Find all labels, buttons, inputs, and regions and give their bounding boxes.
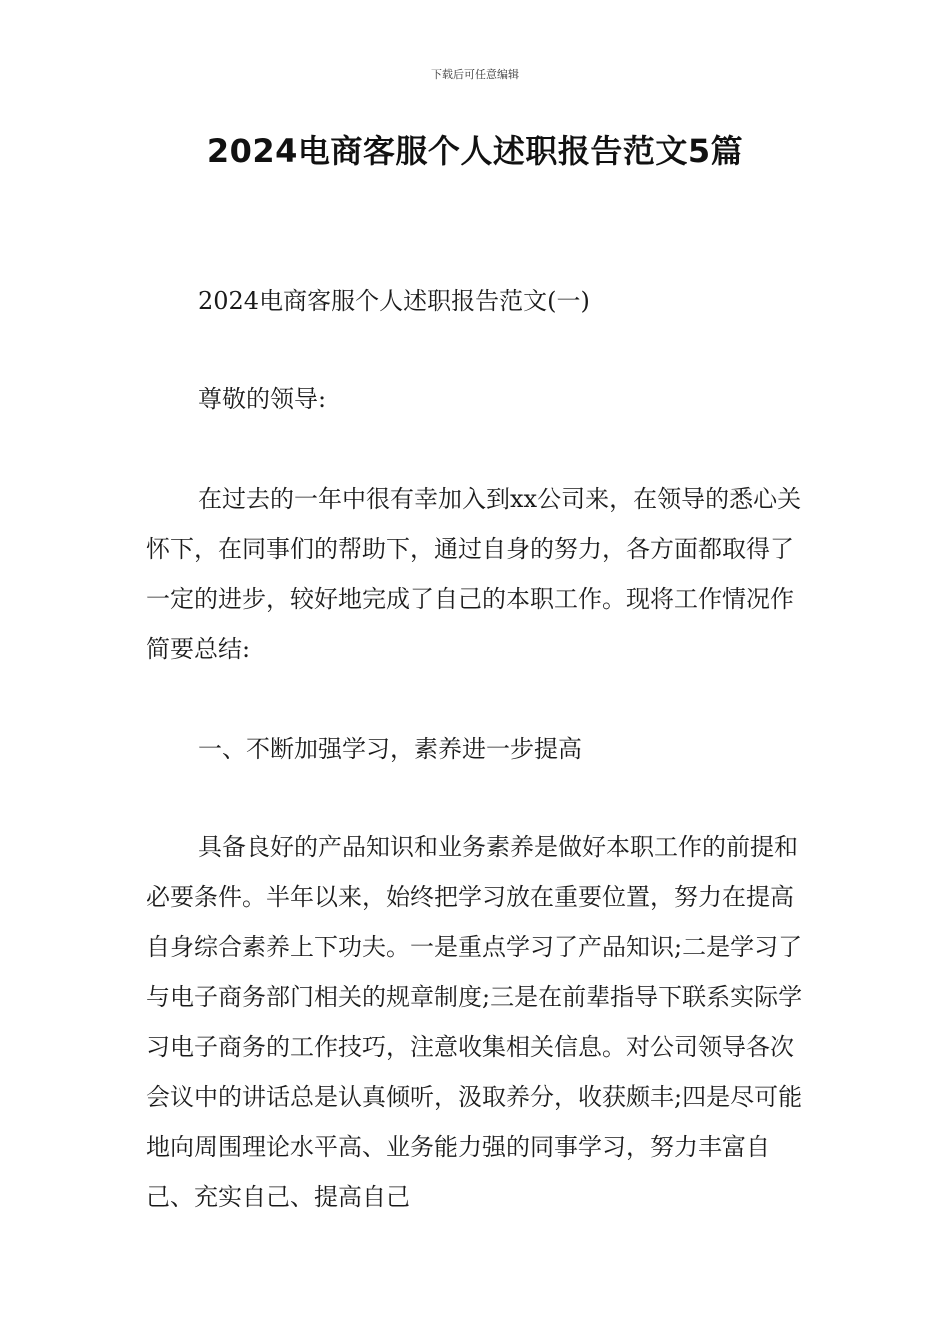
paragraph-learning <box>146 822 806 1222</box>
paragraph-text: 在过去的一年中很有幸加入到xx公司来，在领导的悉心关怀下，在同事们的帮助下，通过自身的努力，各方面都取得了一定的进步，较好地完成了自己的本职工作。现将工作情况作简要总结: <box>146 485 802 663</box>
section-heading-1: 一、不断加强学习，素养进一步提高 <box>198 735 582 763</box>
header-note: 下载后可任意编辑 <box>431 68 519 81</box>
document-title: 2024电商客服个人述职报告范文5篇 <box>206 132 744 170</box>
section-subtitle: 2024电商客服个人述职报告范文(一) <box>198 287 590 315</box>
paragraph-intro <box>146 474 806 674</box>
salutation: 尊敬的领导: <box>198 385 327 413</box>
paragraph-text: 具备良好的产品知识和业务素养是做好本职工作的前提和必要条件。半年以来，始终把学习放在重要位置，努力在提高自身综合素养上下功夫。一是重点学习了产品知识;二是学习了与电子商务部门相关的规章制度;三是在前辈指导下联系实际学习电子商务的工作技巧，注意收集相关信息。对公司领导各次会议中的讲话总是认真倾听，汲取养分，收获颇丰;四是尽可能地向周围理论水平高、业务能力强的同事学习，努力丰富自己、充实自己、提高自己 <box>146 833 803 1211</box>
